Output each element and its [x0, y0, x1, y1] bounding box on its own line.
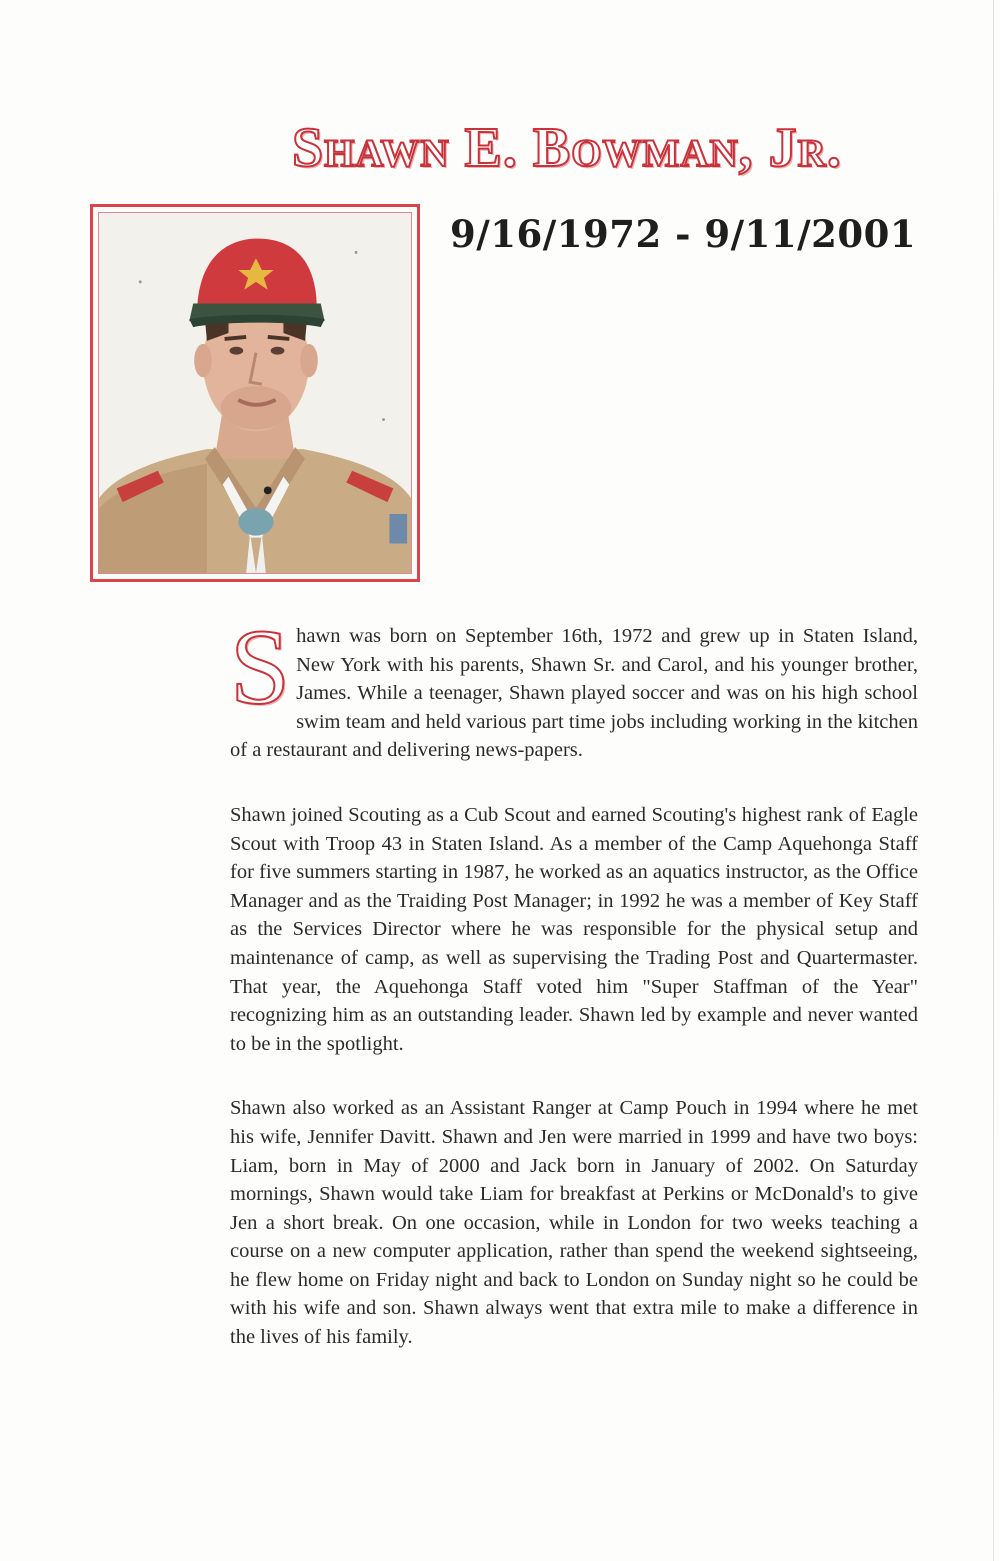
memorial-name-title: Shawn E. Bowman, Jr. — [292, 117, 842, 179]
page-edge-divider — [993, 0, 994, 1561]
drop-cap-letter: S — [230, 608, 291, 727]
portrait-photo-icon — [99, 213, 411, 573]
biography-paragraph-1-text: hawn was born on September 16th, 1972 and grew up in Staten Island, New York with his parents, Shawn Sr. and Carol, and his younger brother, James. While a teenager, Shawn played soccer and was on his high school swim team and held various part time jobs including working in the kitchen of a restaurant and delivering news-papers. — [230, 625, 918, 762]
portrait-frame — [90, 204, 420, 582]
biography-paragraph-3: Shawn also worked as an Assistant Ranger at Camp Pouch in 1994 where he met his wife, Jennifer Davitt. Shawn and Jen were married in 1999 and have two boys: Liam, born in May of 2000 and Jack born in January of 2002. On Saturday mornings, Shawn would take Liam for breakfast at Perkins or McDonald's to give Jen a short break. On one occasion, while in London for two weeks teaching a course on a new computer application, rather than spend the weekend sightseeing, he flew home on Friday night and back to London on Sunday night so he could be with his wife and son. Shawn always went that extra mile to make a difference in the lives of his family. — [230, 1097, 918, 1349]
portrait-photo — [98, 212, 412, 574]
biography-text — [230, 608, 918, 1388]
biography-paragraph-2: Shawn joined Scouting as a Cub Scout and earned Scouting's highest rank of Eagle Scout with Troop 43 in Staten Island. As a member of the Camp Aquehonga Staff for five summers starting in 1987, he worked as an aquatics instructor, as the Office Manager and as the Traiding Post Manager; in 1992 he was a member of Key Staff as the Services Director where he was responsible for the physical setup and maintenance of camp, as well as supervising the Trading Post and Quartermaster. That year, the Aquehonga Staff voted him "Super Staffman of the Year" recognizing him as an outstanding leader. Shawn led by example and never wanted to be in the spotlight. — [230, 803, 918, 1055]
biography-paragraph-1 — [230, 608, 918, 765]
life-dates: 9/16/1972 - 9/11/2001 — [450, 212, 917, 256]
